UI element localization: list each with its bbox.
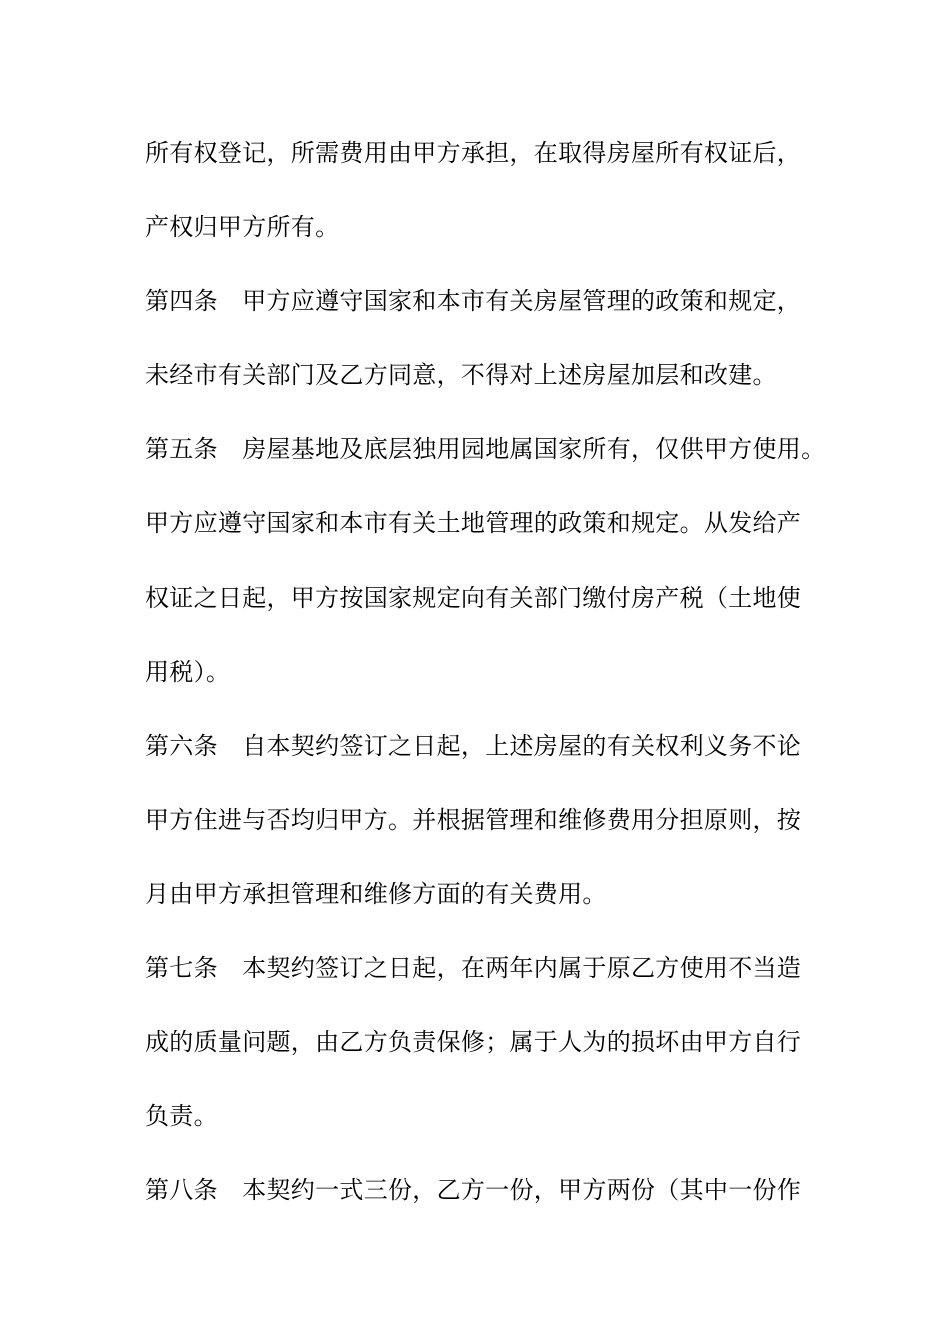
- text-line: 第六条 自本契约签订之日起，上述房屋的有关权利义务不论: [145, 732, 802, 760]
- text-line: 第八条 本契约一式三份，乙方一份，甲方两份（其中一份作: [145, 1176, 802, 1204]
- text-line: 所有权登记，所需费用由甲方承担，在取得房屋所有权证后，: [145, 139, 802, 167]
- text-line: 未经市有关部门及乙方同意，不得对上述房屋加层和改建。: [145, 361, 777, 389]
- text-line: 产权归甲方所有。: [145, 213, 340, 241]
- text-line: 月由甲方承担管理和维修方面的有关费用。: [145, 880, 607, 908]
- text-line: 用税）。: [145, 658, 231, 686]
- text-line: 第四条 甲方应遵守国家和本市有关房屋管理的政策和规定，: [145, 287, 802, 315]
- text-line: 甲方住进与否均归甲方。并根据管理和维修费用分担原则，按: [145, 806, 802, 834]
- text-line: 成的质量问题，由乙方负责保修；属于人为的损坏由甲方自行: [145, 1028, 802, 1056]
- text-line: 负责。: [145, 1102, 218, 1130]
- text-line: 第七条 本契约签订之日起，在两年内属于原乙方使用不当造: [145, 954, 802, 982]
- text-line: 权证之日起，甲方按国家规定向有关部门缴付房产税（土地使: [145, 584, 802, 612]
- text-line: 第五条 房屋基地及底层独用园地属国家所有，仅供甲方使用。: [145, 435, 826, 463]
- text-line: 甲方应遵守国家和本市有关土地管理的政策和规定。从发给产: [145, 509, 802, 537]
